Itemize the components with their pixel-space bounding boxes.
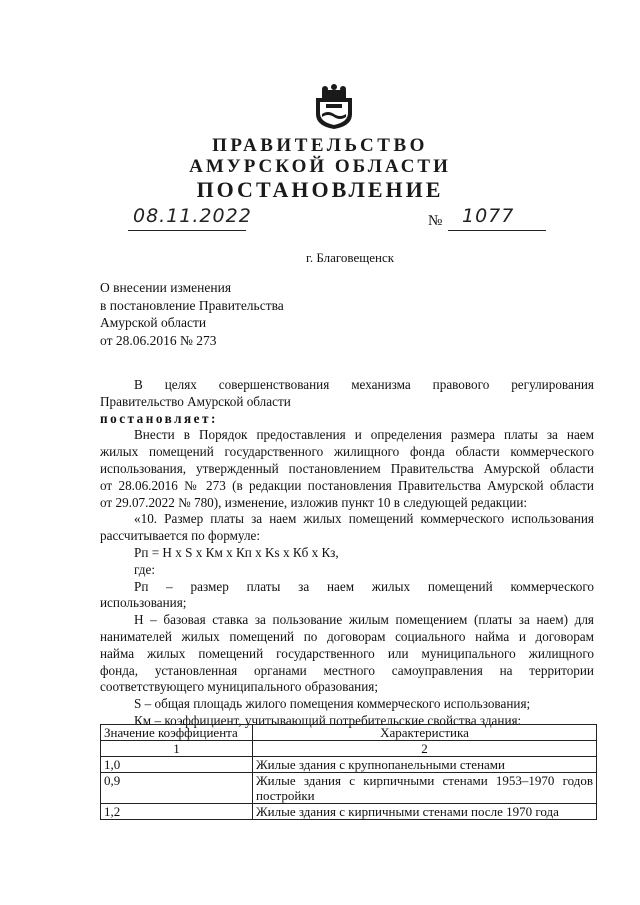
para-line: использования, утвержденный постановлением Правительства Амурской области [100, 460, 594, 476]
document-body [100, 377, 594, 730]
definition-line: S – общая площадь жилого помещения коммерческого использования; [134, 696, 531, 712]
table-row [101, 757, 597, 773]
table-value-cell: 1,0 [101, 757, 253, 773]
para-line: от 29.07.2022 № 780), изменение, изложив пункт 10 в следующей редакции: [100, 494, 528, 510]
coat-of-arms-icon [312, 84, 356, 130]
decree-number: 1077 [462, 205, 515, 227]
table-desc-text: Жилые здания с кирпичными стенами после 1970 года [256, 804, 559, 819]
number-line [448, 230, 546, 231]
definition-line: Рп – размер платы за наем жилых помещений коммерческого [134, 578, 594, 594]
table-row [101, 773, 597, 804]
decree-date: 08.11.2022 [133, 205, 252, 227]
definition-line: соответствующего муниципального образования; [100, 679, 379, 695]
para-line: от 28.06.2016 № 273 (в редакции постановления Правительства Амурской области [100, 477, 594, 493]
table-desc-text: Жилые здания с крупнопанельными стенами [256, 757, 505, 772]
definition-line: Н – базовая ставка за пользование жилым помещением (платы за наем) для [134, 612, 594, 628]
subject-line: от 28.06.2016 № 273 [100, 332, 217, 348]
table-desc-text: Жилые здания с кирпичными стенами 1953–1970 годов [256, 773, 593, 788]
table-header-cell: Характеристика [253, 725, 597, 741]
definition-line: фонда, установленная органами местного самоуправления на территории [100, 662, 594, 678]
city: г. Благовещенск [305, 250, 395, 265]
subject-line: О внесении изменения [100, 280, 232, 295]
table-number-cell: 1 [101, 741, 253, 757]
subject-line: Амурской области [100, 315, 207, 330]
table-number-row [101, 741, 597, 757]
table-desc-cell [253, 804, 597, 820]
para-line: рассчитывается по формуле: [100, 528, 261, 544]
decree-word: постановляет: [100, 410, 218, 426]
table-value-cell: 1,2 [101, 804, 253, 820]
header-government: ПРАВИТЕЛЬСТВО [212, 135, 428, 156]
table-desc-cell [253, 773, 597, 804]
intro-line: Правительство Амурской области [100, 393, 291, 409]
coefficient-table [100, 724, 597, 820]
definition-line: использования; [100, 595, 187, 611]
table-row [101, 804, 597, 820]
formula: Рп = Н х S х Км х Кп х Ks х Кб х Кз, [134, 544, 339, 560]
definition-line: Км – коэффициент, учитывающий потребительские свойства здания: [134, 712, 522, 728]
where-label: где: [134, 561, 155, 577]
definition-line: нанимателей жилых помещений по договорам социального найма и договорам [100, 628, 594, 644]
para-line: «10. Размер платы за наем жилых помещений коммерческого использования [134, 511, 594, 527]
table-value-cell: 0,9 [101, 773, 253, 804]
date-line [128, 230, 246, 231]
para-line: жилых помещений государственного жилищного фонда области коммерческого [100, 444, 594, 460]
para-line: Внести в Порядок предоставления и определения размера платы за наем [134, 427, 594, 443]
subject-line: в постановление Правительства [100, 297, 284, 313]
header-region: АМУРСКОЙ ОБЛАСТИ [189, 156, 451, 177]
number-sign: № [428, 213, 443, 229]
intro-line: В целях совершенствования механизма правового регулирования [134, 377, 594, 392]
table-desc-text: постройки [256, 788, 315, 803]
table-desc-cell [253, 757, 597, 773]
header-decree: ПОСТАНОВЛЕНИЕ [196, 177, 444, 202]
subject-block [100, 279, 284, 349]
table-number-cell: 2 [253, 741, 597, 757]
definition-line: найма жилых помещений государственного или муниципального жилищного [100, 645, 594, 661]
table-header-cell: Значение коэффициента [101, 725, 253, 741]
table-header-row [101, 725, 597, 741]
